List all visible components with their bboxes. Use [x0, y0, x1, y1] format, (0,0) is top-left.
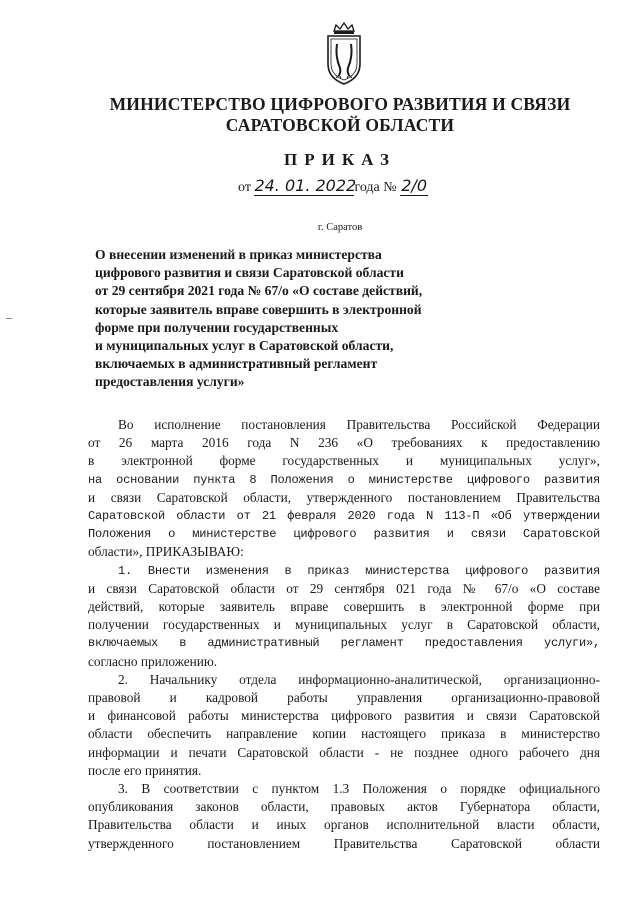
saratov-coat-of-arms-icon	[322, 22, 366, 86]
body-line: Правительства области и иных органов исполнительной власти области,	[88, 817, 600, 833]
title-line: предоставления услуги»	[95, 374, 245, 390]
ministry-name-line1: МИНИСТЕРСТВО ЦИФРОВОГО РАЗВИТИЯ И СВЯЗИ	[109, 94, 571, 114]
handwritten-number: 2/0	[401, 176, 427, 195]
body-line: области», ПРИКАЗЫВАЮ:	[88, 544, 244, 560]
order-body	[88, 416, 600, 853]
body-line: и связи Саратовской области, утвержденного постановлением Правительства	[88, 489, 600, 505]
body-line: правовой и кадровой работы управления организационно-правовой	[88, 690, 600, 706]
body-line: согласно приложению.	[88, 653, 218, 669]
body-line: от 26 марта 2016 года N 236 «О требованиях к предоставлению	[88, 435, 600, 451]
body-line: 1. Внести изменения в приказ министерства цифрового развития	[118, 563, 600, 578]
body-line: получении государственных и муниципальных услуг в Саратовской области,	[88, 617, 600, 633]
ministry-name-line2: САРАТОВСКОЙ ОБЛАСТИ	[225, 115, 455, 135]
title-line: форме при получении государственных	[95, 319, 339, 335]
body-line: области обеспечить направление копии настоящего приказа в министерство	[88, 726, 600, 742]
date-prefix: от	[238, 180, 251, 195]
city: г. Саратов	[317, 222, 363, 233]
body-line: после его принятия.	[88, 762, 202, 778]
body-line: и связи Саратовской области от 29 сентября 021 года № 67/о «О составе	[88, 580, 600, 596]
document-type: ПРИКАЗ	[284, 150, 396, 169]
body-line: действий, которые заявитель вправе совершить в электронной форме при	[88, 599, 600, 615]
handwritten-date: 24. 01. 2022	[254, 176, 357, 195]
order-title	[95, 246, 475, 392]
body-line: 3. В соответствии с пунктом 1.3 Положения о порядке официального	[118, 781, 600, 797]
title-line: О внесении изменений в приказ министерства	[95, 247, 382, 262]
body-line: и финансовой работы министерства цифрового развития и связи Саратовской	[88, 708, 600, 724]
body-line: информации и печати Саратовской области - не позднее одного рабочего дня	[88, 744, 600, 760]
number-prefix: года №	[354, 180, 397, 195]
body-line: Положения о министерстве цифрового развития и связи Саратовской	[88, 527, 600, 542]
title-line: от 29 сентября 2021 года № 67/о «О составе действий,	[95, 283, 423, 299]
body-line: включаемых в административный регламент предоставления услуги»,	[88, 636, 600, 651]
body-line: утвержденного постановлением Правительства Саратовской области	[88, 835, 600, 851]
body-line: 2. Начальнику отдела информационно-аналитической, организационно-	[118, 671, 600, 687]
body-line: Саратовской области от 21 февраля 2020 года N 113-П «Об утверждении	[88, 509, 600, 524]
body-line: опубликования законов области, правовых актов Губернатора области,	[88, 799, 600, 815]
title-line: и муниципальных услуг в Саратовской области,	[95, 338, 394, 354]
title-line: включаемых в административный регламент	[95, 356, 378, 372]
margin-mark	[6, 318, 12, 319]
title-line: которые заявитель вправе совершить в электронной	[95, 301, 422, 317]
body-line: на основании пункта 8 Положения о министерстве цифрового развития	[88, 472, 600, 487]
title-line: цифрового развития и связи Саратовской области	[95, 265, 404, 281]
body-line: в электронной форме государственных и муниципальных услуг»,	[88, 453, 600, 469]
date-number-line	[238, 176, 428, 196]
body-line: Во исполнение постановления Правительства Российской Федерации	[118, 417, 600, 432]
